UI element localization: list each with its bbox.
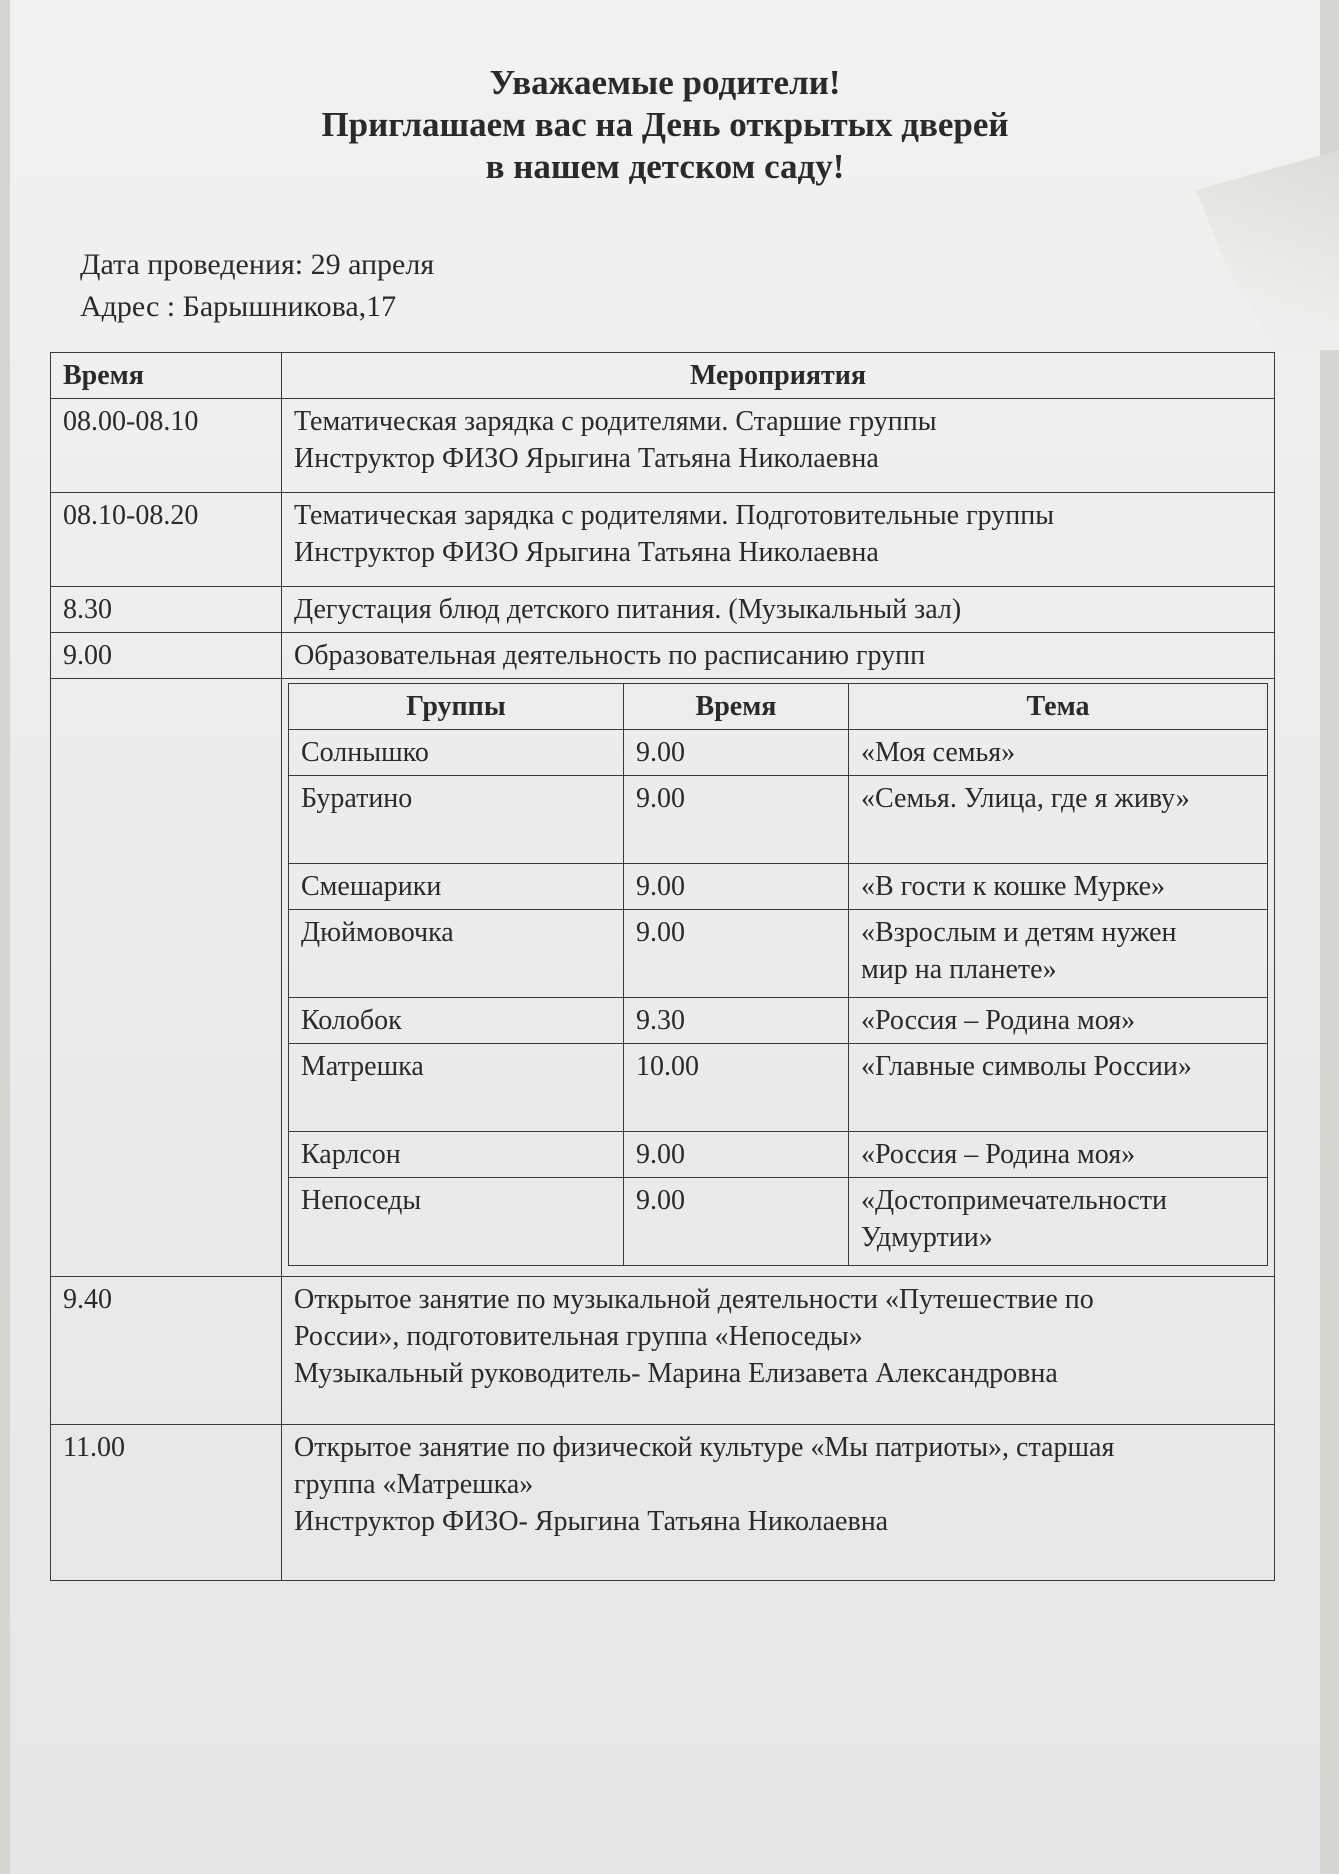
topic-line: «Взрослым и детям нужен <box>861 917 1177 948</box>
group-name: Солнышко <box>289 730 624 776</box>
event-date: Дата проведения: 29 апреля <box>80 248 435 281</box>
topic-line: «Главные символы России» <box>861 1051 1192 1082</box>
group-name: Буратино <box>289 776 624 864</box>
row-event <box>282 1277 1275 1425</box>
header-group-time: Время <box>624 684 849 730</box>
heading-line-2: Приглашаем вас на День открытых дверей <box>321 105 1009 144</box>
table-row <box>51 493 1275 587</box>
group-time: 9.00 <box>624 776 849 864</box>
event-line: Дегустация блюд детского питания. (Музыкальный зал) <box>294 594 962 625</box>
group-name: Матрешка <box>289 1044 624 1132</box>
group-name: Карлсон <box>289 1132 624 1178</box>
event-line: Музыкальный руководитель- Марина Елизавета Александровна <box>294 1358 1058 1389</box>
group-name: Колобок <box>289 998 624 1044</box>
row-time: 8.30 <box>51 587 282 633</box>
row-time-empty <box>51 679 282 1277</box>
header-topic: Тема <box>849 684 1268 730</box>
groups-cell <box>282 679 1275 1277</box>
invitation-heading <box>150 62 1180 188</box>
topic-line: «Россия – Родина моя» <box>861 1139 1136 1170</box>
group-time: 10.00 <box>624 1044 849 1132</box>
event-line: Открытое занятие по физической культуре «Мы патриоты», старшая <box>294 1432 1115 1463</box>
group-name: Смешарики <box>289 864 624 910</box>
table-row <box>289 910 1268 998</box>
schedule-header-row <box>51 353 1275 399</box>
group-time: 9.00 <box>624 910 849 998</box>
table-row <box>289 1044 1268 1132</box>
group-name: Дюймовочка <box>289 910 624 998</box>
table-row <box>289 998 1268 1044</box>
topic-line: мир на планете» <box>861 954 1057 985</box>
table-row <box>51 633 1275 679</box>
topic-line: «Россия – Родина моя» <box>861 1005 1136 1036</box>
table-row <box>51 399 1275 493</box>
group-time: 9.00 <box>624 1178 849 1266</box>
group-topic <box>849 998 1268 1044</box>
header-groups: Группы <box>289 684 624 730</box>
group-topic <box>849 1044 1268 1132</box>
row-event <box>282 633 1275 679</box>
topic-line: «Семья. Улица, где я живу» <box>861 783 1190 814</box>
event-line: Инструктор ФИЗО- Ярыгина Татьяна Николаевна <box>294 1506 889 1537</box>
event-line: Тематическая зарядка с родителями. Подготовительные группы <box>294 500 1055 531</box>
event-line: Инструктор ФИЗО Ярыгина Татьяна Николаевна <box>294 537 879 568</box>
row-event <box>282 399 1275 493</box>
event-line: России», подготовительная группа «Непоседы» <box>294 1321 863 1352</box>
row-time: 08.10-08.20 <box>51 493 282 587</box>
table-row <box>51 1425 1275 1581</box>
event-line: Образовательная деятельность по расписанию групп <box>294 640 926 671</box>
group-topic <box>849 910 1268 998</box>
group-topic <box>849 776 1268 864</box>
topic-line: «В гости к кошке Мурке» <box>861 871 1166 902</box>
row-event <box>282 587 1275 633</box>
row-event <box>282 493 1275 587</box>
table-row <box>289 1178 1268 1266</box>
event-details <box>80 244 434 328</box>
row-time: 11.00 <box>51 1425 282 1581</box>
heading-line-3: в нашем детском саду! <box>485 147 845 186</box>
group-name: Непоседы <box>289 1178 624 1266</box>
topic-line: «Достопримечательности <box>861 1185 1168 1216</box>
topic-line: Удмуртии» <box>861 1222 993 1253</box>
header-time: Время <box>51 353 282 399</box>
table-row <box>51 1277 1275 1425</box>
group-time: 9.00 <box>624 1132 849 1178</box>
groups-table <box>288 683 1268 1266</box>
group-topic <box>849 730 1268 776</box>
table-row <box>289 730 1268 776</box>
table-row <box>51 587 1275 633</box>
event-line: Открытое занятие по музыкальной деятельности «Путешествие по <box>294 1284 1094 1315</box>
event-address: Адрес : Барышникова,17 <box>80 290 397 323</box>
groups-header-row <box>289 684 1268 730</box>
event-line: группа «Матрешка» <box>294 1469 534 1500</box>
group-time: 9.00 <box>624 864 849 910</box>
table-row <box>289 1132 1268 1178</box>
heading-line-1: Уважаемые родители! <box>489 63 841 102</box>
row-time: 9.40 <box>51 1277 282 1425</box>
group-time: 9.00 <box>624 730 849 776</box>
row-event <box>282 1425 1275 1581</box>
table-row <box>289 776 1268 864</box>
event-line: Тематическая зарядка с родителями. Старшие группы <box>294 406 937 437</box>
topic-line: «Моя семья» <box>861 737 1016 768</box>
header-events: Мероприятия <box>282 353 1275 399</box>
group-topic <box>849 864 1268 910</box>
row-time: 9.00 <box>51 633 282 679</box>
schedule-table <box>50 352 1275 1581</box>
group-time: 9.30 <box>624 998 849 1044</box>
groups-row <box>51 679 1275 1277</box>
group-topic <box>849 1132 1268 1178</box>
group-topic <box>849 1178 1268 1266</box>
row-time: 08.00-08.10 <box>51 399 282 493</box>
table-row <box>289 864 1268 910</box>
event-line: Инструктор ФИЗО Ярыгина Татьяна Николаевна <box>294 443 879 474</box>
